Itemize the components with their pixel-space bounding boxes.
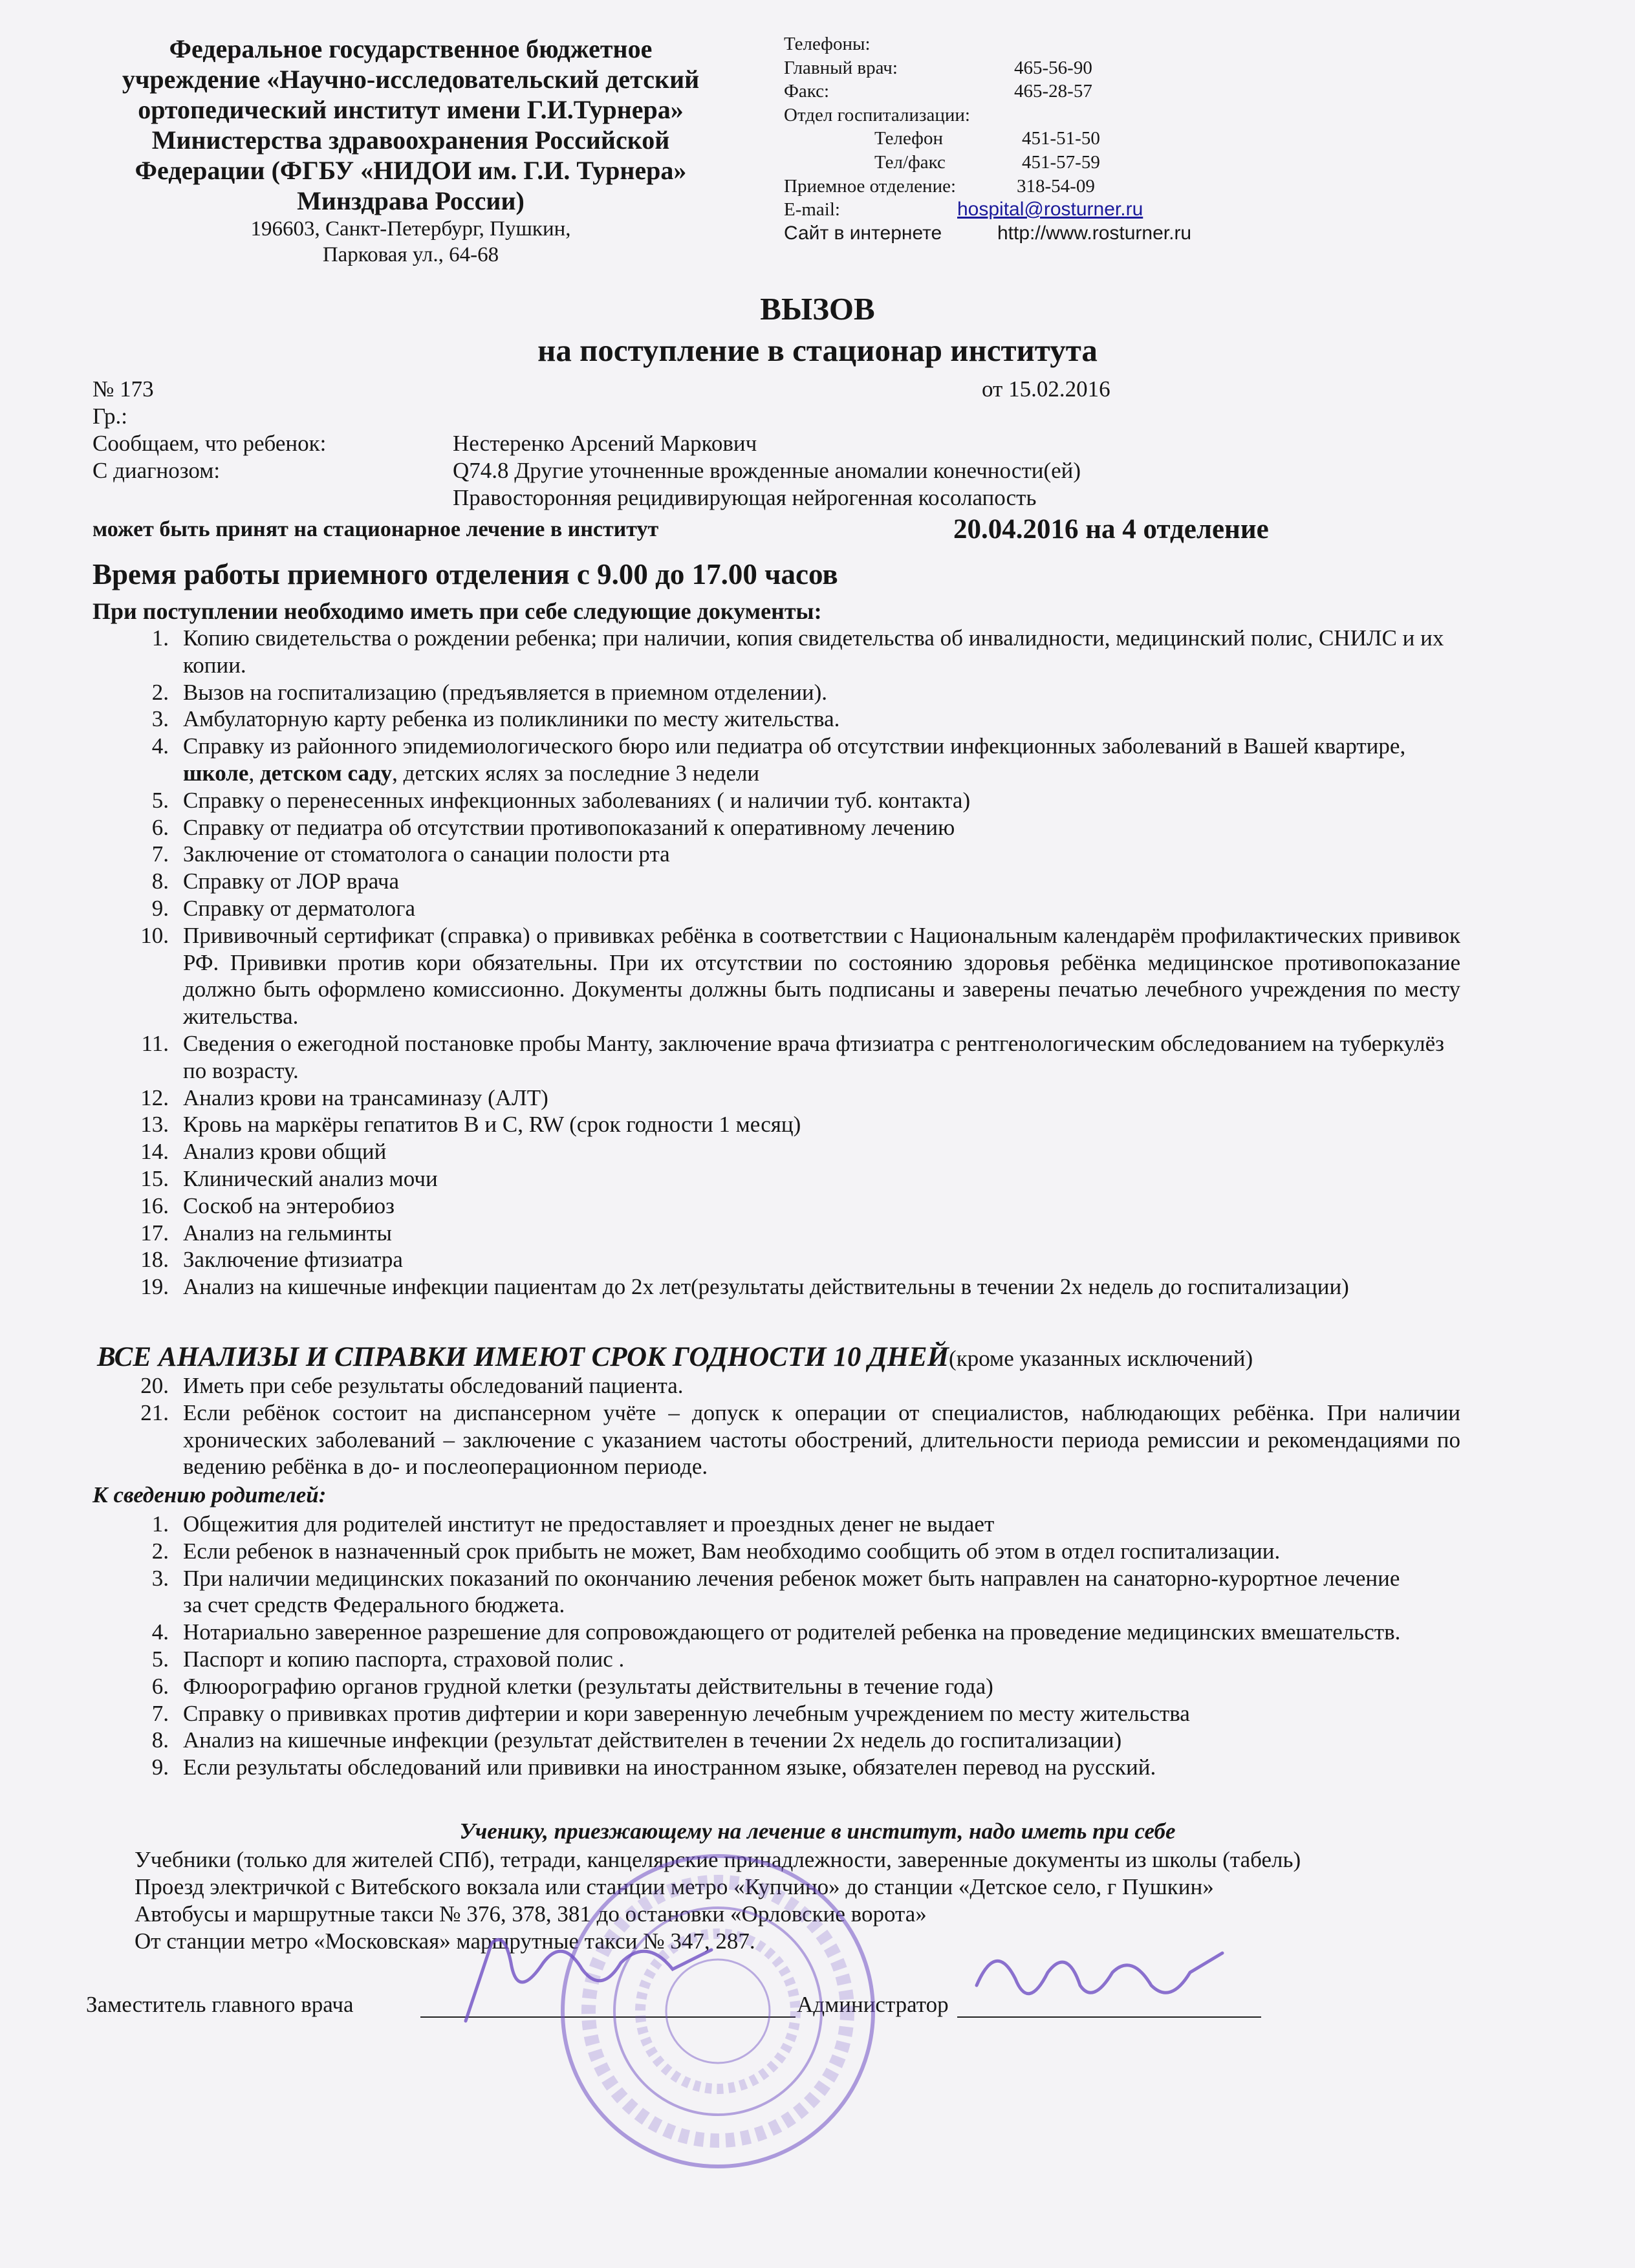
list-item <box>92 868 1460 895</box>
item-text: При наличии медицинских показаний по окончанию лечения ребенок может быть направлен на санаторно-курортное лечение за счет средств Федерального бюджета. <box>183 1565 1400 1618</box>
chief-label: Главный врач: <box>784 57 898 78</box>
organization-header <box>84 34 737 268</box>
item-text: , детских яслях за последние 3 недели <box>392 760 760 786</box>
org-name-line: Федерации (ФГБУ «НИДОИ им. Г.И. Турнера» <box>135 156 687 185</box>
item-text-bold: детском саду <box>259 760 393 786</box>
list-item <box>92 1165 1460 1193</box>
item-number: 1. <box>151 625 169 651</box>
list-item <box>92 706 1460 733</box>
item-number: 2. <box>151 1538 169 1564</box>
admission-text: может быть принят на стационарное лечение в институт <box>92 517 659 541</box>
list-item <box>92 1565 1412 1619</box>
item-number: 2. <box>151 679 169 705</box>
list-item <box>92 787 1460 814</box>
item-number: 5. <box>151 1646 169 1672</box>
item-text: Флюорографию органов грудной клетки (результаты действительны в течение года) <box>183 1673 993 1699</box>
documents-heading: При поступлении необходимо иметь при себе следующие документы: <box>92 598 822 624</box>
item-number: 4. <box>151 733 169 759</box>
item-text: Справку о прививках против дифтерии и кори заверенную лечебным учреждением по месту жительства <box>183 1700 1190 1726</box>
item-text: Амбулаторную карту ребенка из поликлиники по месту жительства. <box>183 706 840 732</box>
list-item <box>92 1085 1460 1112</box>
list-item <box>92 1273 1460 1301</box>
deputy-chief-label: Заместитель главного врача <box>86 1992 354 2017</box>
item-text: Если результаты обследований или прививки на иностранном языке, обязателен перевод на русский. <box>183 1755 1156 1780</box>
list-item <box>92 679 1460 706</box>
list-item <box>92 625 1460 679</box>
diagnosis-code: Q74.8 Другие уточненные врожденные аномалии конечности(ей) <box>453 458 1081 483</box>
item-text: Сведения о ежегодной постановке пробы Манту, заключение врача фтизиатра с рентгенологическим обследованием на туберкулёз по возрасту. <box>183 1030 1445 1083</box>
item-text: Справку от дерматолога <box>183 895 416 921</box>
item-text: Кровь на маркёры гепатитов В и С, RW (срок годности 1 месяц) <box>183 1112 801 1138</box>
signature-stroke <box>977 1953 1222 1994</box>
item-text: Прививочный сертификат (справка) о прививках ребёнка в соответствии с Национальным календарём профилактических прививок РФ. Прививки против кори обязательны. При их отсутствии по состоянию здоровья ребёнка медицинское противопоказание должно быть оформлено комиссионно. Документы должны быть подписаны и заверены печатью лечебного учреждения по месту жительства. <box>183 922 1460 1030</box>
validity-note: (кроме указанных исключений) <box>949 1346 1253 1371</box>
list-item <box>92 1700 1412 1727</box>
list-item <box>92 1673 1412 1700</box>
documents-list <box>92 625 1460 1301</box>
list-item <box>92 733 1460 787</box>
website-label: Сайт в интернете <box>784 222 942 244</box>
org-name-line: Минздрава России) <box>297 186 525 215</box>
item-text: , <box>248 760 260 786</box>
item-text: Вызов на госпитализацию (предъявляется в приемном отделении). <box>183 679 828 705</box>
fax-label: Факс: <box>784 81 830 102</box>
item-text: Анализ крови общий <box>183 1139 387 1165</box>
item-text: Общежития для родителей институт не предоставляет и проездных денег не выдает <box>183 1511 995 1537</box>
list-item <box>92 895 1460 922</box>
list-item <box>92 1246 1460 1273</box>
item-number: 17. <box>140 1220 169 1246</box>
item-number: 15. <box>140 1165 169 1191</box>
list-item <box>92 922 1460 1030</box>
item-text: Если ребенок в назначенный срок прибыть не может, Вам необходимо сообщить об этом в отдел госпитализации. <box>183 1538 1281 1564</box>
list-item <box>92 841 1460 868</box>
list-item <box>92 1111 1460 1138</box>
item-number: 9. <box>151 1755 169 1780</box>
admission-date: 20.04.2016 на 4 отделение <box>953 514 1269 545</box>
org-name-line: Федеральное государственное бюджетное <box>169 34 653 63</box>
student-line: Автобусы и маршрутные такси № 376, 378, 381 до остановки «Орловские ворота» <box>135 1901 927 1927</box>
list-item <box>92 1399 1460 1480</box>
group-label: Гр.: <box>92 404 128 429</box>
administrator-signature <box>970 1934 1229 2018</box>
item-text: Заключение фтизиатра <box>183 1247 403 1273</box>
item-number: 10. <box>140 922 169 948</box>
hosp-phone-label: Телефон <box>874 128 943 149</box>
item-number: 11. <box>141 1030 169 1056</box>
item-text: Анализ крови на трансаминазу (АЛТ) <box>183 1085 548 1110</box>
administrator-label: Администратор <box>797 1992 949 2017</box>
call-date: от 15.02.2016 <box>982 376 1110 402</box>
fax-number: 465-28-57 <box>1014 81 1092 102</box>
list-item <box>92 1220 1460 1247</box>
item-number: 4. <box>151 1619 169 1645</box>
item-text: Анализ на кишечные инфекции пациентам до 2х лет(результаты действительны в течении 2х недель до госпитализации) <box>183 1274 1349 1300</box>
item-text: Копию свидетельства о рождении ребенка; при наличии, копия свидетельства об инвалидности, медицинский полис, СНИЛС и их копии. <box>183 625 1444 678</box>
validity-notice <box>97 1341 1253 1373</box>
org-name-line: учреждение «Научно-исследовательский детский <box>122 65 700 94</box>
item-text: Если ребёнок состоит на диспансерном учёте – допуск к операции от специалистов, наблюдающих ребёнка. При наличии хронических заболеваний – заключение с указанием частоты обострений, длительности периода ремиссии и рекомендациями по ведению ребёнка в до- и послеоперационном периоде. <box>183 1399 1460 1480</box>
email-label: E-mail: <box>784 199 840 221</box>
item-number: 14. <box>140 1139 169 1165</box>
child-name: Нестеренко Арсений Маркович <box>453 431 757 456</box>
item-text: Справку из районного эпидемиологического бюро или педиатра об отсутствии инфекционных заболеваний в Вашей квартире, <box>183 733 1406 759</box>
list-item <box>92 1538 1412 1565</box>
item-number: 3. <box>151 706 169 732</box>
org-name-line: ортопедический институт имени Г.И.Турнера» <box>138 95 684 124</box>
item-text: Заключение от стоматолога о санации полости рта <box>183 841 670 867</box>
item-number: 13. <box>140 1112 169 1138</box>
item-text: Соскоб на энтеробиоз <box>183 1193 395 1218</box>
item-number: 6. <box>151 1673 169 1699</box>
call-number: № 173 <box>92 376 154 402</box>
list-item <box>92 1619 1412 1646</box>
signature-stroke <box>466 1939 711 2021</box>
item-number: 1. <box>151 1511 169 1537</box>
item-text-bold: школе <box>183 760 249 786</box>
document-title: ВЫЗОВ <box>760 291 875 327</box>
list-item <box>92 1511 1412 1538</box>
reception-phone: 318-54-09 <box>1017 175 1095 197</box>
item-text: Клинический анализ мочи <box>183 1165 438 1191</box>
item-number: 8. <box>151 869 169 894</box>
list-item <box>92 1372 1460 1399</box>
item-number: 7. <box>151 1700 169 1726</box>
child-label: Сообщаем, что ребенок: <box>92 431 327 456</box>
student-line: От станции метро «Московская» маршрутные такси № 347, 287. <box>135 1928 755 1954</box>
diagnosis-label: С диагнозом: <box>92 458 221 483</box>
documents-list-continued <box>92 1372 1460 1480</box>
hospitalization-label: Отдел госпитализации: <box>784 104 970 125</box>
item-text: Справку от педиатра об отсутствии противопоказаний к оперативному лечению <box>183 814 955 840</box>
student-line: Проезд электричкой с Витебского вокзала или станции метро «Купчино» до станции «Детское село, г Пушкин» <box>135 1874 1214 1899</box>
list-item <box>92 1193 1460 1220</box>
parents-list <box>92 1511 1412 1781</box>
item-number: 16. <box>140 1193 169 1218</box>
reception-hours: Время работы приемного отделения с 9.00 до 17.00 часов <box>92 558 838 590</box>
website-link[interactable]: http://www.rosturner.ru <box>997 222 1192 244</box>
list-item <box>92 1646 1412 1673</box>
list-item <box>92 1754 1412 1781</box>
list-item <box>92 1138 1460 1165</box>
item-number: 21. <box>140 1399 169 1425</box>
item-number: 18. <box>140 1247 169 1273</box>
item-text: Паспорт и копию паспорта, страховой полис . <box>183 1646 625 1672</box>
item-text: Нотариально заверенное разрешение для сопровождающего от родителей ребенка на проведение медицинских вмешательств. <box>183 1619 1401 1645</box>
diagnosis-text: Правосторонняя рецидивирующая нейрогенная косолапость <box>453 485 1037 510</box>
item-text: Анализ на кишечные инфекции (результат действителен в течении 2х недель до госпитализации) <box>183 1727 1122 1753</box>
list-item <box>92 814 1460 841</box>
validity-notice-bold: ВСЕ АНАЛИЗЫ И СПРАВКИ ИМЕЮТ СРОК ГОДНОСТИ 10 ДНЕЙ <box>97 1342 949 1372</box>
item-number: 8. <box>151 1727 169 1753</box>
document-subtitle: на поступление в стационар института <box>537 332 1098 368</box>
org-address-line: 196603, Санкт-Петербург, Пушкин, <box>250 217 571 241</box>
item-number: 7. <box>151 841 169 867</box>
item-number: 5. <box>151 787 169 813</box>
item-text: Иметь при себе результаты обследований пациента. <box>183 1373 684 1398</box>
deputy-signature <box>453 1924 724 2034</box>
item-text: Справку от ЛОР врача <box>183 869 400 894</box>
reception-label: Приемное отделение: <box>784 175 957 197</box>
item-text: Анализ на гельминты <box>183 1220 392 1246</box>
item-number: 19. <box>140 1274 169 1300</box>
item-number: 9. <box>151 895 169 921</box>
item-text: Справку о перенесенных инфекционных заболеваниях ( и наличии туб. контакта) <box>183 787 971 813</box>
list-item <box>92 1030 1460 1085</box>
parents-heading: К сведению родителей: <box>92 1482 327 1507</box>
org-address-line: Парковая ул., 64-68 <box>322 243 499 266</box>
list-item <box>92 1727 1412 1754</box>
phones-label: Телефоны: <box>784 34 871 54</box>
item-number: 12. <box>140 1085 169 1110</box>
chief-phone: 465-56-90 <box>1014 57 1092 78</box>
item-number: 3. <box>151 1565 169 1591</box>
org-name-line: Министерства здравоохранения Российской <box>151 125 670 155</box>
student-line: Учебники (только для жителей СПб), тетради, канцелярские принадлежности, заверенные документы из школы (табель) <box>135 1847 1301 1872</box>
email-link[interactable]: hospital@rosturner.ru <box>957 199 1143 221</box>
student-heading: Ученику, приезжающему на лечение в институт, надо иметь при себе <box>459 1819 1176 1844</box>
hosp-telfax-label: Тел/факс <box>874 151 946 173</box>
item-number: 20. <box>140 1373 169 1398</box>
hosp-telfax: 451-57-59 <box>1022 151 1100 173</box>
hosp-phone: 451-51-50 <box>1022 128 1100 149</box>
item-number: 6. <box>151 814 169 840</box>
